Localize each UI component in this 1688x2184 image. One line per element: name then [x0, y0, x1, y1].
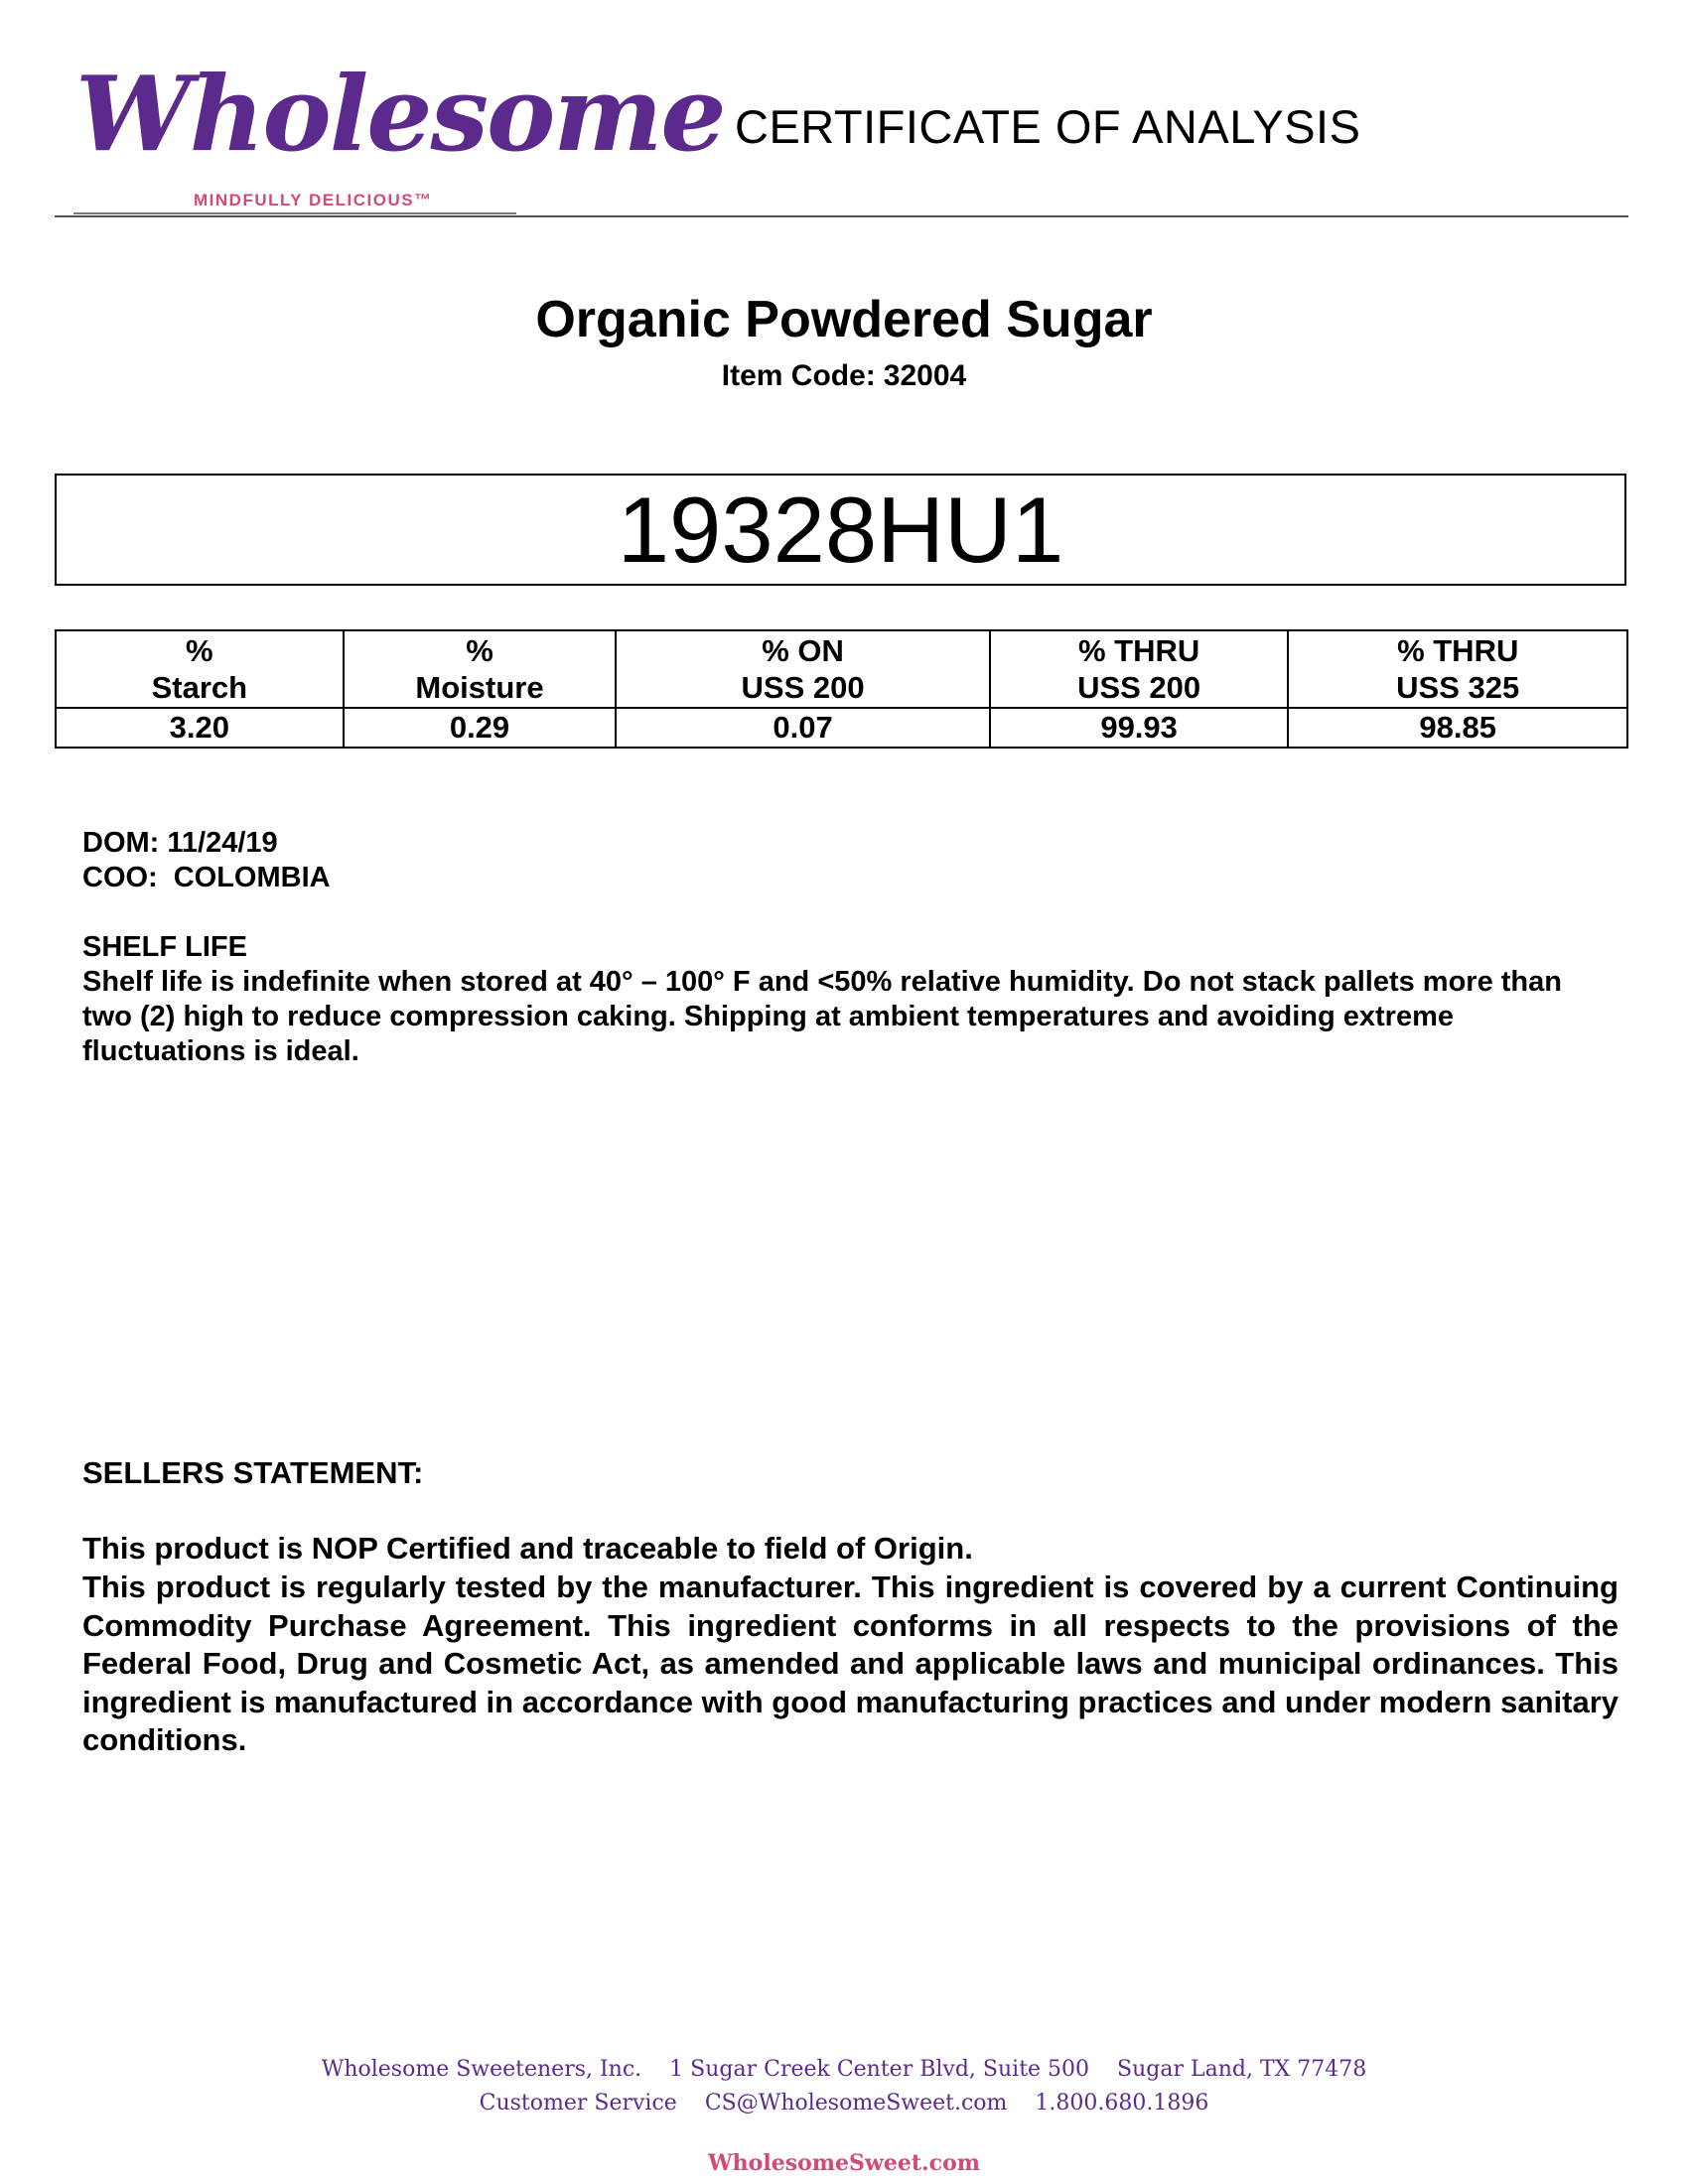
country-of-origin: COO: COLOMBIA: [82, 862, 331, 893]
footer-city: Sugar Land, TX 77478: [1117, 2057, 1367, 2082]
lot-number: 19328HU1: [55, 474, 1626, 586]
column-header: % Moisture: [344, 630, 617, 708]
table-cell: 0.29: [344, 708, 617, 748]
column-header: % ON USS 200: [616, 630, 989, 708]
brand-tagline: MINDFULLY DELICIOUS™: [194, 191, 433, 209]
sellers-statement-paragraph: This product is regularly tested by the manufacturer. This ingredient is covered by a current Continuing Commodity Purchase Agreement. This ingredient conforms in all respects to the provisions of the Federal Food, Drug and Cosmetic Act, as amended and applicable laws and municipal ordinances. This ingredient is manufactured in accordance with good manufacturing practices and under modern sanitary conditions.: [82, 1570, 1618, 1757]
column-header: % THRU USS 325: [1288, 630, 1627, 708]
table-cell: 0.07: [616, 708, 989, 748]
column-header: % Starch: [56, 630, 344, 708]
table-cell: 99.93: [990, 708, 1289, 748]
footer-phone: 1.800.680.1896: [1035, 2091, 1209, 2116]
footer-cs-label: Customer Service: [479, 2091, 677, 2116]
specs-table: [55, 629, 1628, 749]
header-divider: [55, 215, 1628, 217]
brand-logo: Wholesome: [75, 53, 725, 175]
logo-divider: [73, 212, 516, 214]
sellers-statement-line: This product is NOP Certified and traceable to field of Origin.: [82, 1531, 973, 1566]
table-header-row: [56, 630, 1627, 708]
footer-website: WholesomeSweet.com: [707, 2150, 981, 2176]
document-title: CERTIFICATE OF ANALYSIS: [735, 100, 1361, 153]
item-code: [0, 359, 1688, 393]
product-name: Organic Powdered Sugar: [535, 291, 1153, 348]
item-code-label: Item Code:: [721, 359, 876, 392]
footer-street: 1 Sugar Creek Center Blvd, Suite 500: [669, 2057, 1090, 2082]
item-code-value: 32004: [883, 359, 967, 392]
footer-contact: [0, 2091, 1688, 2116]
footer-email: CS@WholesomeSweet.com: [704, 2091, 1008, 2116]
date-of-manufacture: DOM: 11/24/19: [82, 827, 278, 859]
shelf-life-heading: SHELF LIFE: [82, 931, 247, 963]
column-header: % THRU USS 200: [990, 630, 1289, 708]
table-cell: 98.85: [1288, 708, 1627, 748]
table-row: [56, 708, 1627, 748]
shelf-life-text: Shelf life is indefinite when stored at 40° – 100° F and <50% relative humidity. Do not stack pallets more than two (2) high to reduce compression caking. Shipping at ambient temperatures and avoiding extreme fluctuations is ideal.: [82, 966, 1562, 1067]
footer-company: Wholesome Sweeteners, Inc.: [321, 2057, 642, 2082]
sellers-statement-heading: SELLERS STATEMENT:: [82, 1455, 424, 1490]
footer-address: [0, 2057, 1688, 2082]
table-cell: 3.20: [56, 708, 344, 748]
